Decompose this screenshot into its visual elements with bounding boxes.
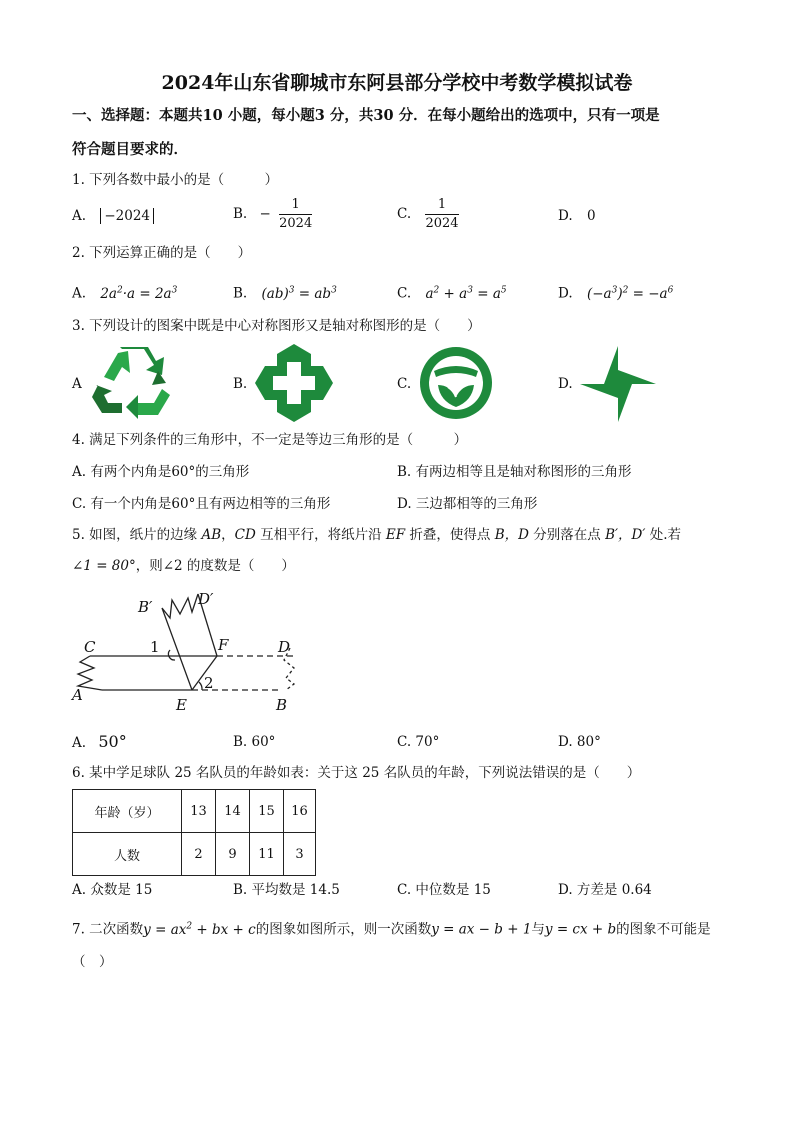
q4-option-d: D. 三边都相等的三角形 [397, 496, 538, 512]
formula: $y = ax^2$ + bx + c [143, 921, 256, 938]
points-bd: B，D [494, 527, 529, 543]
recycle-icon [92, 345, 174, 419]
formula: $(ab)^3 = ab^3$ [261, 285, 337, 302]
q7-stem [72, 916, 711, 940]
q6-option-c: C. 中位数是 15 [397, 882, 491, 898]
q3-stem: 3. 下列设计的图案中既是中心对称图形又是轴对称图形的是（ ） [72, 318, 481, 334]
formula: $(-a^3)^2 = -a^6$ [586, 285, 674, 302]
label-f: F [218, 636, 229, 654]
q5-stem-line2 [72, 556, 295, 576]
q7-answer-paren: （ ） [72, 954, 113, 970]
table-cell: 14 [216, 790, 250, 833]
option-label: C. [397, 285, 412, 302]
folding-figure [72, 588, 312, 718]
section-heading-cont: 符合题目要求的． [72, 141, 188, 158]
pinwheel-icon [578, 344, 658, 424]
q3-option-d-label: D. [558, 376, 573, 392]
table-row [73, 833, 316, 876]
denominator: 2024 [425, 216, 459, 231]
stem-text: 与 [531, 921, 545, 938]
stem-text: 处.若 [649, 527, 682, 543]
option-label: D. [558, 208, 573, 224]
q1-stem: 1. 下列各数中最小的是（ ） [72, 172, 279, 188]
q5-option-d: D. 80° [558, 734, 601, 750]
label-angle-2: 2 [204, 674, 214, 692]
q5-stem-line1: 5. 如图，纸片的边缘 AB，CD 互相平行，将纸片沿 EF 折叠，使得点 B，D 分别落在点 B′，D′ 处.若 [72, 527, 682, 543]
cross-icon [253, 342, 335, 424]
table-cell: 16 [284, 790, 316, 833]
points-bd-prime: B′，D′ [605, 527, 646, 543]
stem-text: 5. 如图，纸片的边缘 [72, 527, 198, 543]
q6-option-b: B. 平均数是 14.5 [233, 882, 340, 898]
option-label: A. [72, 735, 87, 751]
numerator: 1 [425, 196, 458, 215]
label-b-prime: B′ [138, 598, 153, 616]
q3-option-a-label: A [72, 376, 82, 392]
option-value: 50° [98, 732, 127, 751]
label-d: D [278, 638, 291, 656]
q1-option-a [72, 206, 154, 226]
q2-stem: 2. 下列运算正确的是（ ） [72, 245, 252, 261]
stem-text: 的图象如图所示，则一次函数 [255, 921, 432, 938]
page-title: 2024年山东省聊城市东阿县部分学校中考数学模拟试卷 [161, 72, 633, 94]
label-e: E [176, 696, 187, 714]
stem-text: 7. 二次函数 [72, 921, 144, 938]
q4-option-b: B. 有两边相等且是轴对称图形的三角形 [397, 464, 632, 480]
option-label: A. [72, 208, 87, 224]
q1-option-c [397, 196, 459, 233]
denominator: 2024 [279, 216, 313, 231]
option-label: C. [397, 206, 412, 222]
q1-option-b [233, 196, 312, 233]
formula: y = cx + b [544, 921, 617, 938]
q3-option-b-label: B. [233, 376, 248, 392]
q6-option-a: A. 众数是 15 [72, 882, 153, 898]
stem-text: 的图象不可能是 [616, 921, 711, 938]
label-a: A [72, 686, 83, 704]
table-cell: 3 [284, 833, 316, 876]
label-c: C [84, 638, 96, 656]
table-row [73, 790, 316, 833]
q1-option-d [558, 206, 596, 226]
q5-option-b: B. 60° [233, 734, 276, 750]
table-cell: 11 [250, 833, 284, 876]
q2-option-d [558, 280, 673, 304]
segment-ef: EF [385, 527, 406, 543]
q4-option-a: A. 有两个内角是60°的三角形 [72, 464, 250, 480]
abs-value: −2024 [100, 208, 154, 224]
fraction [425, 196, 458, 233]
stem-text: 互相平行，将纸片沿 [260, 527, 382, 543]
stem-text: 分别落在点 [533, 527, 601, 543]
q2-option-c [397, 280, 507, 304]
q5-option-a [72, 732, 127, 753]
stem-text: ，则∠2 的度数是（ ） [135, 558, 295, 574]
numerator: 1 [279, 196, 312, 215]
section-heading: 一、选择题：本题共10 小题，每小题3 分，共30 分．在每小题给出的选项中，只有一项是 [72, 107, 660, 124]
q2-option-a [72, 280, 177, 304]
fraction [279, 196, 312, 233]
table-cell: 9 [216, 833, 250, 876]
q6-stem: 6. 某中学足球队 25 名队员的年龄如表：关于这 25 名队员的年龄，下列说法错误的是（ ） [72, 765, 641, 781]
table-cell: 15 [250, 790, 284, 833]
option-label: D. [558, 285, 573, 302]
q3-option-c-label: C. [397, 376, 412, 392]
segment-ab: AB [201, 527, 222, 543]
q5-option-c: C. 70° [397, 734, 440, 750]
q4-option-c: C. 有一个内角是60°且有两边相等的三角形 [72, 496, 331, 512]
q2-option-b [233, 280, 337, 304]
label-d-prime: D′ [198, 590, 214, 608]
option-label: B. [233, 206, 248, 222]
table-cell: 2 [182, 833, 216, 876]
formula: $2a^2\cdot a = 2a^3$ [100, 285, 178, 302]
segment-cd: CD [234, 527, 256, 543]
table-header: 年龄（岁） [73, 790, 182, 833]
option-label: B. [233, 285, 248, 302]
leaf-circle-icon [418, 345, 494, 421]
angle-condition: ∠1 = 80° [72, 558, 136, 574]
option-value: 0 [586, 208, 596, 224]
age-table [72, 789, 316, 876]
label-b: B [276, 696, 288, 714]
formula: $a^2 + a^3 = a^5$ [425, 285, 507, 302]
label-angle-1: 1 [150, 638, 160, 656]
formula: y = ax − b + 1 [431, 921, 532, 938]
q6-option-d: D. 方差是 0.64 [558, 882, 652, 898]
minus-sign: − [259, 206, 271, 222]
table-header: 人数 [73, 833, 182, 876]
option-label: A. [72, 285, 87, 302]
q4-stem: 4. 满足下列条件的三角形中，不一定是等边三角形的是（ ） [72, 432, 468, 448]
stem-text: 折叠，使得点 [409, 527, 491, 543]
table-cell: 13 [182, 790, 216, 833]
